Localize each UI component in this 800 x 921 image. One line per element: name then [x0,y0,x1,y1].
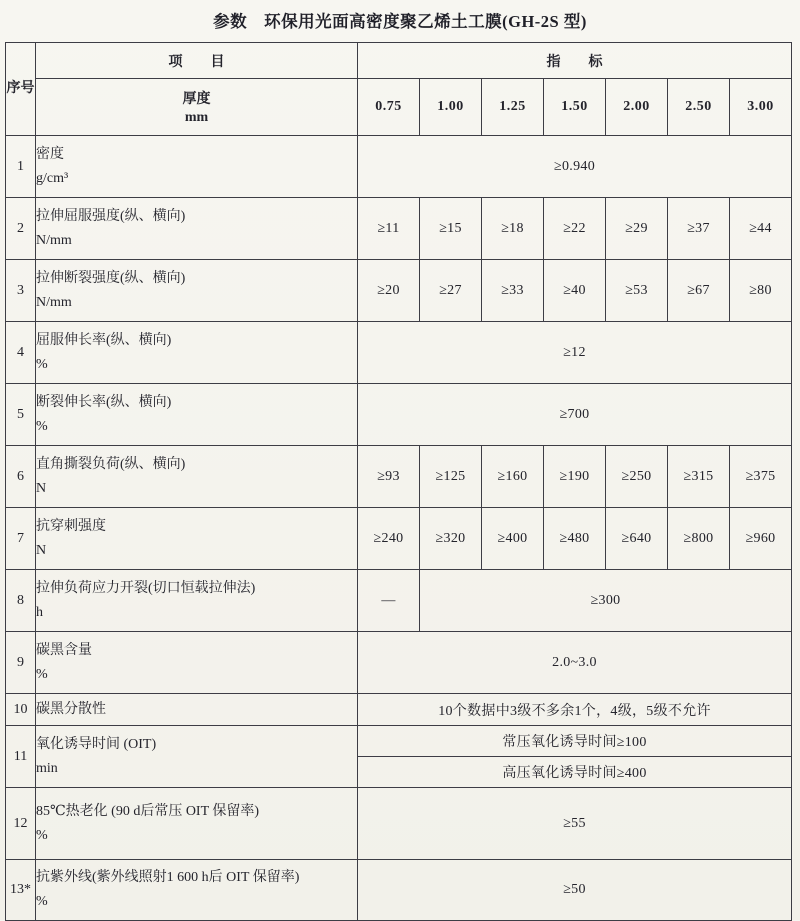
row-number: 3 [6,260,36,322]
spec-value: ≥27 [420,260,482,322]
thickness-value: 2.00 [606,79,668,136]
item-name: 断裂伸长率(纵、横向) [36,394,172,410]
header-row-top [6,43,792,79]
item-cell [36,198,358,260]
item-cell [36,694,358,726]
thickness-unit: mm [184,110,209,125]
table-row [6,322,792,384]
spec-value: ≥240 [358,508,420,570]
item-unit: % [36,666,48,682]
item-unit: h [36,604,43,620]
table-row [6,384,792,446]
row-number: 2 [6,198,36,260]
spec-value: ≥80 [730,260,792,322]
spec-value: ≥29 [606,198,668,260]
thickness-value: 1.50 [544,79,606,136]
thickness-value: 0.75 [358,79,420,136]
table-row [6,198,792,260]
row-number: 10 [6,694,36,726]
thickness-value: 2.50 [668,79,730,136]
table-row [6,726,792,757]
item-unit: N/mm [36,232,72,248]
item-cell [36,632,358,694]
header-row-thickness [6,79,792,136]
table-row [6,508,792,570]
spec-value: ≥18 [482,198,544,260]
item-cell [36,136,358,198]
item-cell [36,726,358,788]
item-name: 拉伸负荷应力开裂(切口恒载拉伸法) [36,580,256,596]
item-name: 屈服伸长率(纵、横向) [36,332,172,348]
spec-value-span: 2.0~3.0 [358,632,792,694]
row-number: 13* [6,860,36,921]
item-name: 85℃热老化 (90 d后常压 OIT 保留率) [36,803,260,819]
item-unit: % [36,827,48,843]
item-cell [36,322,358,384]
oit-sub-value: 高压氧化诱导时间≥400 [358,757,792,788]
spec-value: ≥375 [730,446,792,508]
item-unit: % [36,418,48,434]
spec-value: ≥800 [668,508,730,570]
thickness-label: 厚度 [182,92,211,107]
spec-value: ≥960 [730,508,792,570]
item-name: 密度 [36,146,64,162]
item-name: 拉伸屈服强度(纵、横向) [36,208,186,224]
spec-value: ≥480 [544,508,606,570]
item-cell [36,788,358,860]
header-item-cell: 项 目 [36,43,358,79]
item-name: 抗穿刺强度 [36,518,106,534]
item-unit: N [36,542,47,558]
thickness-value: 3.00 [730,79,792,136]
row-number: 11 [6,726,36,788]
spec-value: ≥11 [358,198,420,260]
item-cell [36,446,358,508]
row-number: 8 [6,570,36,632]
header-seq-cell: 序号 [6,43,36,136]
item-cell [36,260,358,322]
page-title: 参数 环保用光面高密度聚乙烯土工膜(GH-2S 型) [213,12,587,31]
spec-value-span: ≥0.940 [358,136,792,198]
item-name: 碳黑含量 [36,642,92,658]
item-name: 氧化诱导时间 (OIT) [36,736,157,752]
row-number: 6 [6,446,36,508]
spec-value: ≥33 [482,260,544,322]
thickness-header-cell [36,79,358,136]
item-unit: N/mm [36,294,72,310]
spec-value: ≥160 [482,446,544,508]
spec-value-span: ≥700 [358,384,792,446]
row-number: 5 [6,384,36,446]
row-number: 1 [6,136,36,198]
table-row [6,446,792,508]
spec-value-span: ≥300 [420,570,792,632]
spec-value: ≥15 [420,198,482,260]
spec-value: ≥640 [606,508,668,570]
item-unit: % [36,894,48,909]
item-cell [36,508,358,570]
row-number: 12 [6,788,36,860]
dash-cell: — [358,570,420,632]
spec-value: ≥44 [730,198,792,260]
table-row [6,136,792,198]
item-unit: % [36,356,48,372]
row-number: 4 [6,322,36,384]
spec-value: ≥20 [358,260,420,322]
spec-value: ≥400 [482,508,544,570]
item-name: 抗紫外线(紫外线照射1 600 h后 OIT 保留率) [36,870,300,886]
spec-value-span: ≥12 [358,322,792,384]
table-row [6,694,792,726]
spec-value: ≥125 [420,446,482,508]
item-unit: N [36,480,47,496]
header-indicator-cell: 指 标 [358,43,792,79]
table-row [6,788,792,860]
spec-value: ≥37 [668,198,730,260]
spec-value: ≥250 [606,446,668,508]
item-unit: g/cm³ [36,170,69,186]
table-row [6,860,792,921]
spec-value: ≥40 [544,260,606,322]
item-name: 碳黑分散性 [36,701,106,717]
item-cell [36,570,358,632]
oit-sub-value: 常压氧化诱导时间≥100 [358,726,792,757]
item-name: 直角撕裂负荷(纵、横向) [36,456,186,472]
spec-value: ≥93 [358,446,420,508]
spec-value-span: ≥55 [358,788,792,860]
spec-value-span: 10个数据中3级不多余1个，4级，5级不允许 [358,694,792,726]
spec-table [5,42,792,921]
item-cell [36,860,358,921]
spec-value-span: ≥50 [358,860,792,921]
table-row [6,260,792,322]
row-number: 7 [6,508,36,570]
table-row [6,570,792,632]
item-cell [36,384,358,446]
table-row [6,632,792,694]
item-name: 拉伸断裂强度(纵、横向) [36,270,186,286]
spec-value: ≥190 [544,446,606,508]
spec-value: ≥320 [420,508,482,570]
spec-value: ≥315 [668,446,730,508]
thickness-value: 1.00 [420,79,482,136]
spec-value: ≥53 [606,260,668,322]
item-unit: min [36,760,58,776]
thickness-value: 1.25 [482,79,544,136]
row-number: 9 [6,632,36,694]
spec-value: ≥22 [544,198,606,260]
spec-value: ≥67 [668,260,730,322]
